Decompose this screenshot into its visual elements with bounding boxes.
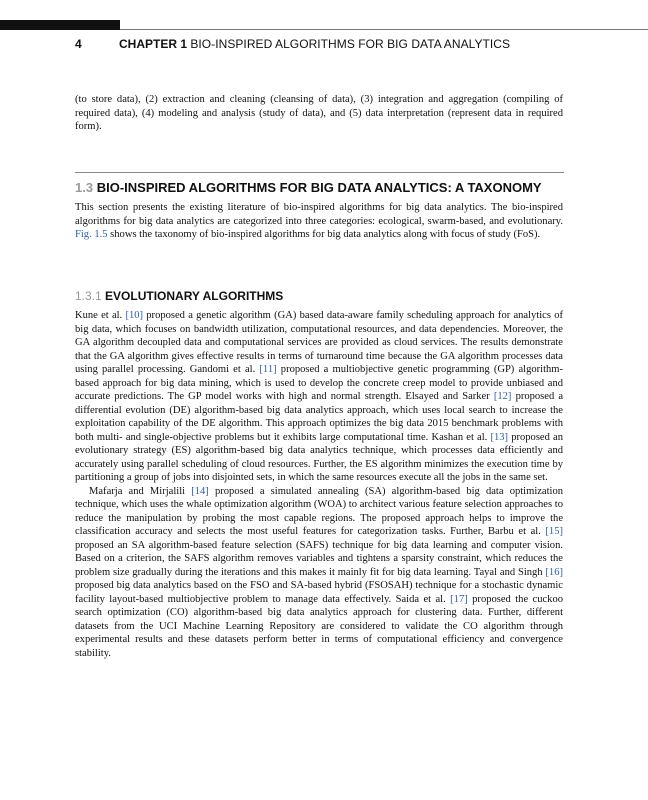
intro-paragraph: (to store data), (2) extraction and cleaning (cleansing of data), (3) integration and aggregation (compiling of required data), (4) modeling and analysis (study of data), and (5) data interpretation (represent data in required form).	[75, 94, 563, 132]
paragraph-1	[75, 309, 563, 485]
citation-link[interactable]: [14]	[191, 485, 209, 497]
p1-text: Kune et al.	[75, 310, 123, 321]
section-text-2: shows the taxonomy of bio-inspired algorithms for big data analytics along with focus of study (FoS).	[110, 229, 541, 240]
section-text-1: This section presents the existing literature of bio-inspired algorithms for big data analytics. The bio-inspired algorithms for big data analytics are categorized into three categories: ecological, swarm-based, and evolutionary.	[75, 202, 563, 227]
p1-text: proposed an evolutionary strategy (ES) algorithm-based big data analytics technique, which processes data efficiently and accurately using parallel scheduling of cloud resources. Further, the ES algorithm minimizes the execution time by partitioning a group of jobs into disjointed sets, in which the same resources execute all the jobs in the same set.	[75, 431, 563, 483]
subsection-body	[75, 309, 563, 660]
section-rule	[75, 172, 564, 173]
p1-text: proposed a genetic algorithm (GA) based data-aware family scheduling approach for analytics of big data, which focuses on bandwidth utilization, computational resources, and data dependencies. Moreover, the GA algorithm decoupled data and computational services are provided as cloud services. The results demonstrate that the GA algorithm gives effective results in terms of turnaround time because the GA algorithm processes data using parallel processing. Gandomi et al.	[75, 310, 563, 375]
chapter-title: BIO-INSPIRED ALGORITHMS FOR BIG DATA ANALYTICS	[190, 37, 511, 51]
paragraph-2	[75, 485, 563, 661]
page-number: 4	[75, 37, 82, 51]
section-paragraph	[75, 201, 563, 242]
p2-text: proposed big data analytics based on the FSO and SA-based hybrid (FSOSAH) technique for a stochastic dynamic facility layout-based multiobjective problem to manage data effectively. Saida et al.	[75, 580, 563, 605]
p2-text: proposed a simulated annealing (SA) algorithm-based big data optimization technique, which uses the whale optimization algorithm (WOA) to architect various feature selection approaches to reduce the manipulation by probing the most capable regions. The proposed approach helps to improve the classification accuracy and selects the most useful features for categorization tasks. Further, Barbu et al.	[75, 485, 564, 537]
citation-link[interactable]: [13]	[490, 431, 509, 443]
section-body	[75, 201, 563, 242]
subsection-heading	[75, 289, 575, 303]
running-header	[75, 37, 595, 51]
citation-link[interactable]: [12]	[493, 391, 512, 402]
figure-link[interactable]: Fig. 1.5	[75, 229, 108, 240]
citation-link[interactable]: [16]	[545, 566, 563, 578]
header-bar	[0, 20, 120, 30]
header-rule	[120, 29, 648, 30]
p2-text: proposed an SA algorithm-based feature selection (SAFS) technique for big data learning and computer vision. Based on a criterion, the SAFS algorithm removes variables and tightens a sparsity constraint, which reduces the problem size gradually during the iterations and this makes it mainly fit for big data learning. Tayal and Singh	[75, 539, 563, 578]
citation-link[interactable]: [11]	[259, 364, 277, 375]
section-number: 1.3	[75, 180, 94, 195]
p1-text: proposed a multiobjective genetic programming (GP) algorithm-based approach for big data mining, which is used to develop the concrete creep model to provide unbiased and accurate predictions. The GP model works with high and normal strength. Elsayed and Sarker	[75, 364, 564, 402]
section-heading	[75, 180, 575, 195]
chapter-label: CHAPTER 1	[119, 37, 188, 51]
p2-text: Mafarja and Mirjalili	[89, 485, 186, 497]
citation-link[interactable]: [15]	[545, 526, 563, 537]
citation-link[interactable]: [17]	[450, 593, 468, 605]
section-title: BIO-INSPIRED ALGORITHMS FOR BIG DATA ANALYTICS: A TAXONOMY	[96, 180, 542, 195]
citation-link[interactable]: [10]	[125, 310, 144, 321]
p1-text: proposed a differential evolution (DE) algorithm-based big data analytics approach, which uses local search to increase the exploitation capability of the DE algorithm. This approach optimizes the big data 2015 benchmark problems with both multi- and single-objective problems but it exhibits large computational time. Kashan et al.	[75, 391, 564, 443]
subsection-title: EVOLUTIONARY ALGORITHMS	[105, 289, 284, 303]
subsection-number: 1.3.1	[75, 289, 102, 303]
intro-block	[75, 93, 563, 134]
p2-text: proposed the cuckoo search optimization (CO) algorithm-based big data analytics approach for clustering data. Further, different datasets from the UCI Machine Learning Repository are considered to validate the CO algorithm through experimental results and these datasets perform better in terms of computational efficiency and convergence stability.	[75, 593, 564, 659]
